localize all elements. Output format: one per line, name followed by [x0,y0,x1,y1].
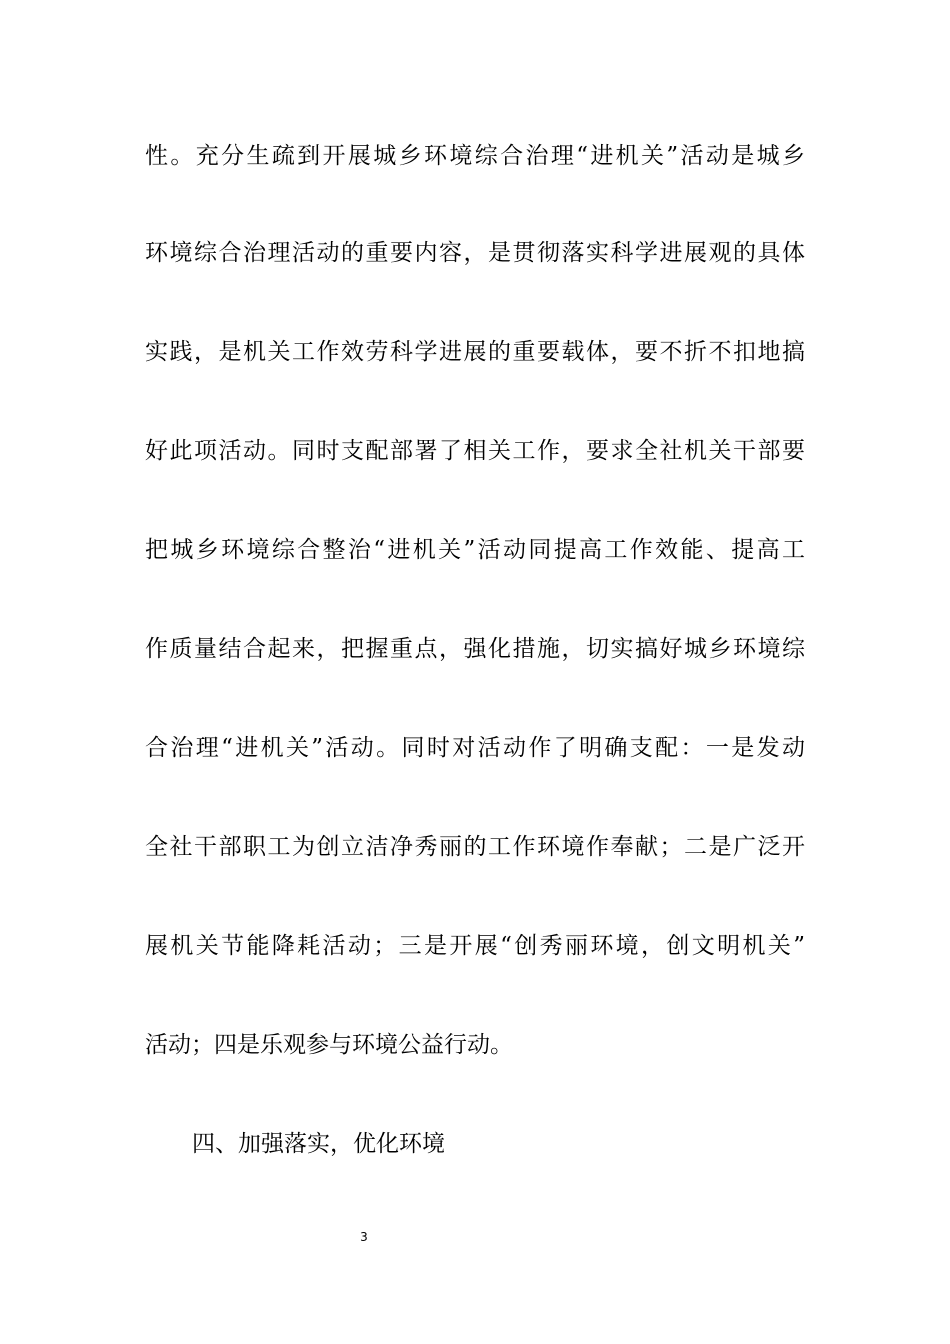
paragraph-line-8: 全社干部职工为创立洁净秀丽的工作环境作奉献；二是广泛开 [145,834,805,860]
paragraph-line-6: 作质量结合起来，把握重点，强化措施，切实搞好城乡环境综 [145,636,805,662]
paragraph-line-9: 展机关节能降耗活动；三是开展“创秀丽环境，创文明机关” [145,933,805,959]
paragraph-line-3: 实践，是机关工作效劳科学进展的重要载体，要不折不扣地搞 [145,339,805,365]
paragraph-line-7: 合治理“进机关”活动。同时对活动作了明确支配：一是发动 [145,735,805,761]
paragraph-line-2: 环境综合治理活动的重要内容，是贯彻落实科学进展观的具体 [145,240,805,266]
paragraph-line-10: 活动；四是乐观参与环境公益行动。 [145,1032,513,1058]
paragraph-line-5: 把城乡环境综合整治“进机关”活动同提高工作效能、提高工 [145,537,805,563]
paragraph-line-1: 性。充分生疏到开展城乡环境综合治理“进机关”活动是城乡 [145,143,805,169]
section-heading: 四、加强落实，优化环境 [192,1131,445,1157]
page-number: 3 [360,1230,368,1244]
paragraph-line-4: 好此项活动。同时支配部署了相关工作，要求全社机关干部要 [145,438,805,464]
